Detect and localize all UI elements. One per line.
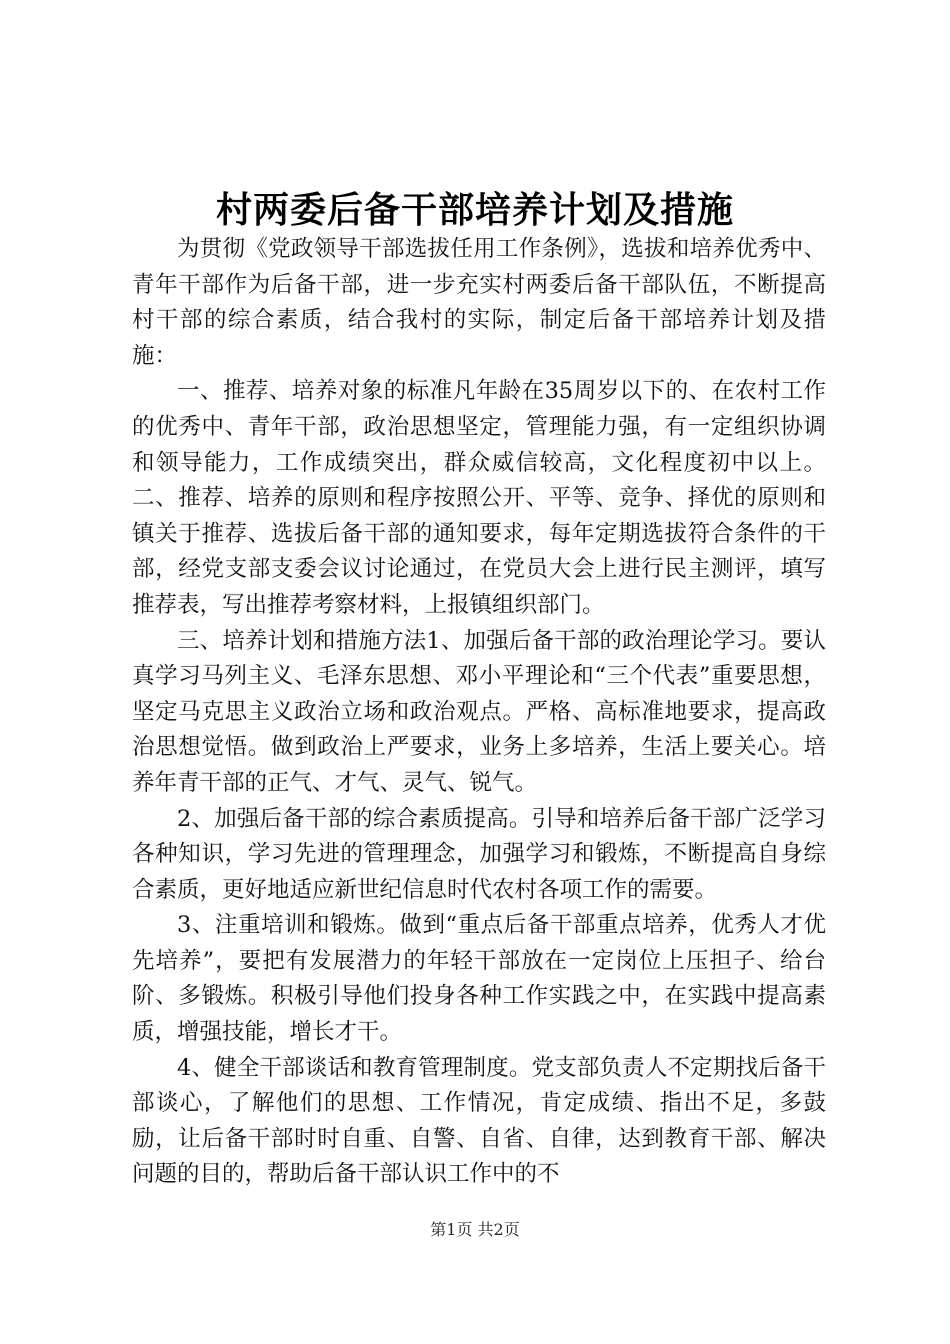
- document-title: 村两委后备干部培养计划及措施: [215, 189, 734, 231]
- paragraph-item-4: 4、健全干部谈话和教育管理制度。党支部负责人不定期找后备干部谈心，了解他们的思想、工作情况，肯定成绩、指出不足，多鼓励，让后备干部时时自重、自警、自省、自律，达到教育干部、解决问题的目的，帮助后备干部认识工作中的不: [132, 1054, 826, 1188]
- paragraph-section-3-item-1: 三、培养计划和措施方法1、加强后备干部的政治理论学习。要认真学习马列主义、毛泽东思想、邓小平理论和“三个代表”重要思想，坚定马克思主义政治立场和政治观点。严格、高标准地要求，提高政治思想觉悟。做到政治上严要求，业务上多培养，生活上要关心。培养年青干部的正气、才气、灵气、锐气。: [132, 627, 826, 796]
- paragraph-intro: 为贯彻《党政领导干部选拔任用工作条例》，选拔和培养优秀中、青年干部作为后备干部，进一步充实村两委后备干部队伍，不断提高村干部的综合素质，结合我村的实际，制定后备干部培养计划及措施：: [132, 236, 826, 369]
- page-number-footer: 第1页 共2页: [430, 1220, 520, 1239]
- paragraph-item-3: 3、注重培训和锻炼。做到“重点后备干部重点培养，优秀人才优先培养”，要把有发展潜力的年轻干部放在一定岗位上压担子、给台阶、多锻炼。积极引导他们投身各种工作实践之中，在实践中提高素质，增强技能，增长才干。: [132, 912, 826, 1046]
- paragraph-section-1-2: 一、推荐、培养对象的标准凡年龄在35周岁以下的、在农村工作的优秀中、青年干部，政治思想坚定，管理能力强，有一定组织协调和领导能力，工作成绩突出，群众威信较高，文化程度初中以上。二、推荐、培养的原则和程序按照公开、平等、竞争、择优的原则和镇关于推荐、选拔后备干部的通知要求，每年定期选拔符合条件的干部，经党支部支委会议讨论通过，在党员大会上进行民主测评，填写推荐表，写出推荐考察材料，上报镇组织部门。: [132, 378, 826, 618]
- paragraph-item-2: 2、加强后备干部的综合素质提高。引导和培养后备干部广泛学习各种知识，学习先进的管理理念，加强学习和锻炼，不断提高自身综合素质，更好地适应新世纪信息时代农村各项工作的需要。: [132, 805, 826, 903]
- document-body: [132, 232, 826, 1193]
